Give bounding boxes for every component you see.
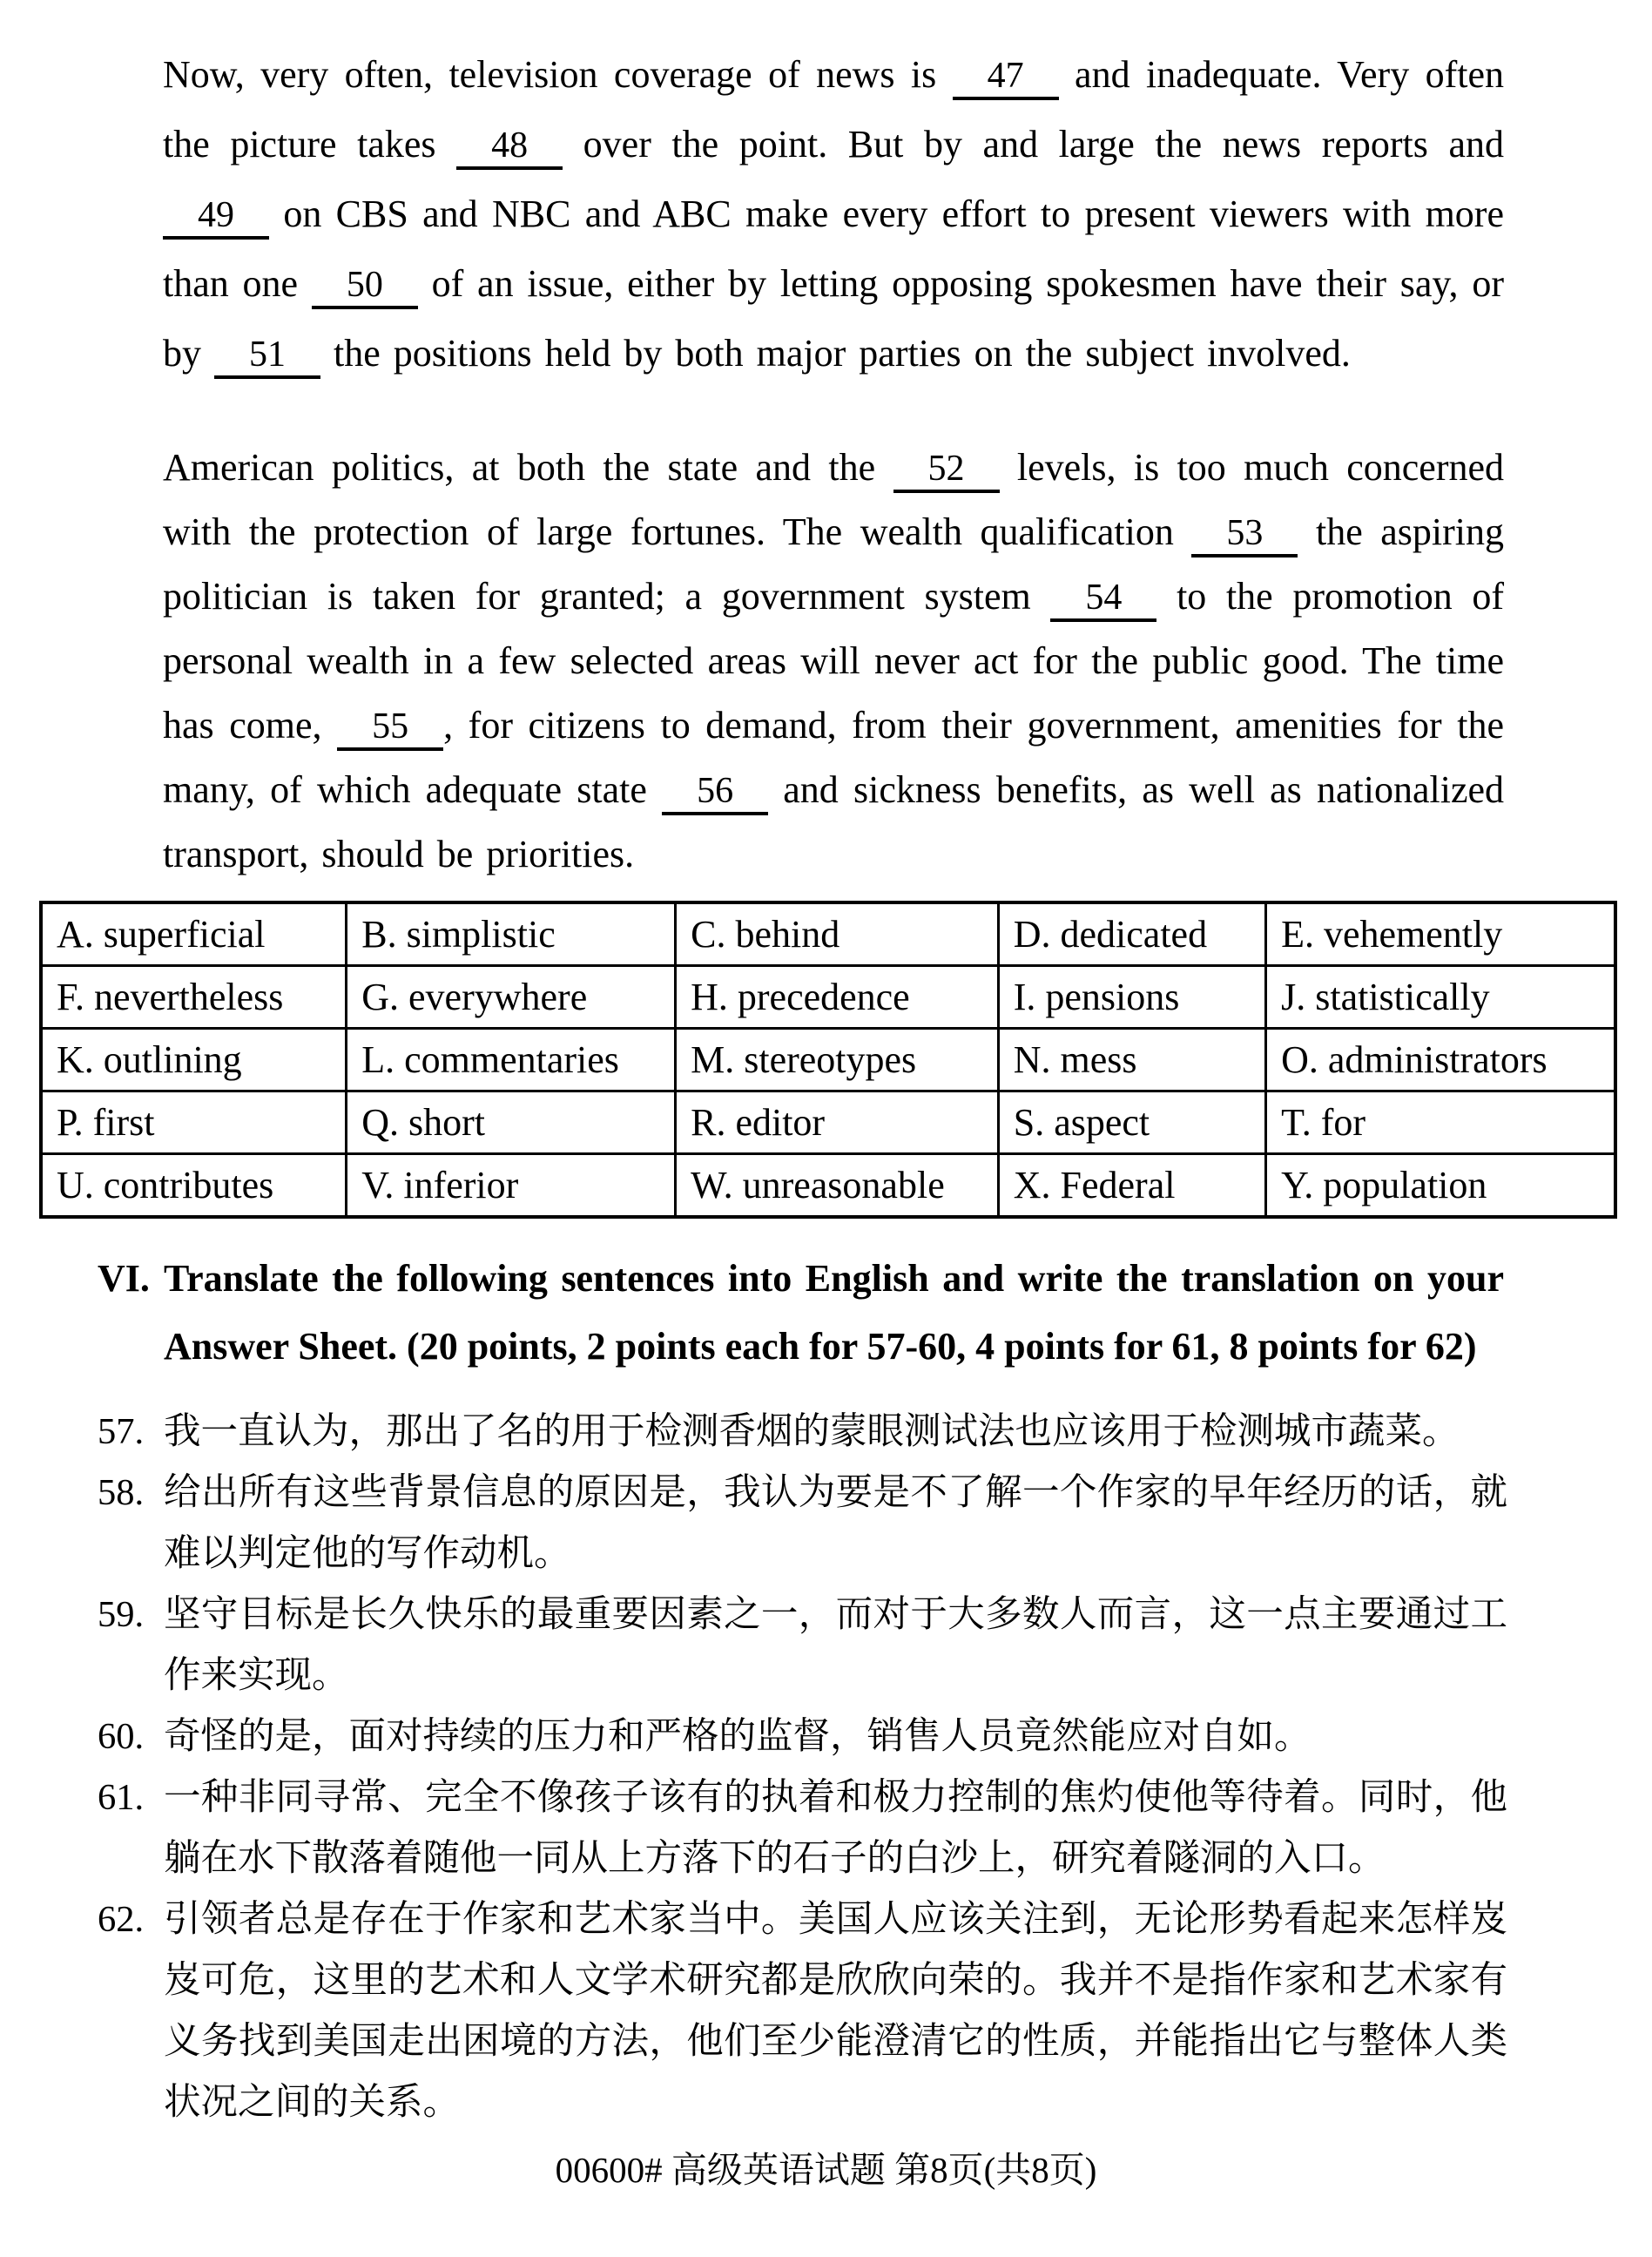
- cloze-blank-54: 54: [1050, 579, 1156, 622]
- item-number: 62.: [98, 1899, 145, 1940]
- cloze-paragraph-1: [163, 40, 1504, 389]
- word-bank-option-E: E. vehemently: [1266, 902, 1615, 966]
- translation-item-61: [98, 1767, 1507, 1889]
- cloze-text-segment: on CBS and NBC and ABC make every effort to present viewers with more than one: [163, 193, 1504, 305]
- word-bank-option-N: N. mess: [998, 1029, 1265, 1091]
- cloze-blank-50: 50: [312, 267, 418, 309]
- item-number: 60.: [98, 1716, 145, 1757]
- section-vi-title: Translate the following sentences into English and write the translation on your Answer Sheet. (20 points, 2 points each for 57-60, 4 points for 61, 8 points for 62): [164, 1257, 1504, 1368]
- cloze-blank-52: 52: [893, 450, 1000, 493]
- cloze-blank-53: 53: [1191, 515, 1298, 557]
- item-text: 给出所有这些背景信息的原因是，我认为要是不了解一个作家的早年经历的话，就难以判定他的写作动机。: [164, 1472, 1507, 1574]
- word-bank-option-R: R. editor: [676, 1091, 999, 1154]
- cloze-text-segment: and inadequate. Very often the picture takes: [163, 53, 1504, 166]
- cloze-text-segment: the positions held by both major parties on the subject involved.: [334, 332, 1351, 375]
- word-bank-option-M: M. stereotypes: [676, 1029, 999, 1091]
- cloze-blank-55: 55: [337, 708, 443, 751]
- word-bank-row: [41, 1154, 1615, 1218]
- section-vi-heading: [98, 1245, 1504, 1381]
- page-footer: 00600# 高级英语试题 第8页(共8页): [555, 2150, 1097, 2190]
- translation-item-57: [98, 1402, 1507, 1463]
- item-text: 我一直认为，那出了名的用于检测香烟的蒙眼测试法也应该用于检测城市蔬菜。: [164, 1411, 1460, 1452]
- word-bank-row: [41, 1091, 1615, 1154]
- item-number: 59.: [98, 1594, 145, 1635]
- cloze-text-segment: to the promotion of personal wealth in a few selected areas will never act for the public good. The time has come,: [163, 575, 1504, 747]
- word-bank-row: [41, 966, 1615, 1029]
- word-bank-option-P: P. first: [41, 1091, 347, 1154]
- item-number: 61.: [98, 1777, 145, 1818]
- word-bank-option-W: W. unreasonable: [676, 1154, 999, 1218]
- word-bank-option-H: H. precedence: [676, 966, 999, 1029]
- word-bank-row: [41, 902, 1615, 966]
- translation-item-59: [98, 1585, 1507, 1706]
- cloze-text-segment: levels, is too much concerned with the protection of large fortunes. The wealth qualification: [163, 446, 1504, 553]
- word-bank-option-L: L. commentaries: [347, 1029, 676, 1091]
- cloze-blank-47: 47: [953, 57, 1059, 100]
- word-bank-option-G: G. everywhere: [347, 966, 676, 1029]
- translation-item-62: [98, 1889, 1507, 2133]
- word-bank-option-K: K. outlining: [41, 1029, 347, 1091]
- word-bank-option-V: V. inferior: [347, 1154, 676, 1218]
- cloze-text-segment: of an issue, either by letting opposing spokesmen have their say, or by: [163, 262, 1504, 375]
- item-text: 奇怪的是，面对持续的压力和严格的监督，销售人员竟然能应对自如。: [164, 1716, 1311, 1757]
- cloze-text-segment: over the point. But by and large the news reports and: [583, 123, 1505, 166]
- translation-item-60: [98, 1706, 1507, 1767]
- word-bank-option-I: I. pensions: [998, 966, 1265, 1029]
- word-bank-table: [39, 901, 1617, 1219]
- word-bank-option-D: D. dedicated: [998, 902, 1265, 966]
- word-bank-option-U: U. contributes: [41, 1154, 347, 1218]
- translation-item-58: [98, 1463, 1507, 1585]
- word-bank-option-O: O. administrators: [1266, 1029, 1615, 1091]
- word-bank-option-F: F. nevertheless: [41, 966, 347, 1029]
- word-bank-option-S: S. aspect: [998, 1091, 1265, 1154]
- cloze-text-segment: and sickness benefits, as well as nationalized transport, should be priorities.: [163, 768, 1504, 875]
- cloze-paragraph-2: [163, 436, 1504, 887]
- item-text: 引领者总是存在于作家和艺术家当中。美国人应该关注到，无论形势看起来怎样岌岌可危，这里的艺术和人文学术研究都是欣欣向荣的。我并不是指作家和艺术家有义务找到美国走出困境的方法，他们至少能澄清它的性质，并能指出它与整体人类状况之间的关系。: [164, 1899, 1507, 2123]
- word-bank-option-Y: Y. population: [1266, 1154, 1615, 1218]
- item-number: 57.: [98, 1411, 145, 1452]
- item-number: 58.: [98, 1472, 145, 1513]
- word-bank-row: [41, 1029, 1615, 1091]
- cloze-blank-48: 48: [456, 127, 563, 170]
- cloze-text-segment: the aspiring politician is taken for granted; a government system: [163, 510, 1505, 618]
- word-bank-option-Q: Q. short: [347, 1091, 676, 1154]
- word-bank-option-C: C. behind: [676, 902, 999, 966]
- cloze-text-segment: , for citizens to demand, from their government, amenities for the many, of which adequate state: [163, 704, 1505, 811]
- cloze-passage: [0, 40, 1652, 887]
- word-bank-option-T: T. for: [1266, 1091, 1615, 1154]
- word-bank-option-J: J. statistically: [1266, 966, 1615, 1029]
- section-vi-number: VI.: [98, 1257, 150, 1300]
- translation-list: [98, 1402, 1507, 2133]
- item-text: 一种非同寻常、完全不像孩子该有的执着和极力控制的焦灼使他等待着。同时，他躺在水下散落着随他一同从上方落下的石子的白沙上，研究着隧洞的入口。: [164, 1777, 1507, 1879]
- word-bank-option-A: A. superficial: [41, 902, 347, 966]
- item-text: 坚守目标是长久快乐的最重要因素之一，而对于大多数人而言，这一点主要通过工作来实现。: [164, 1594, 1507, 1696]
- cloze-text-segment: Now, very often, television coverage of news is: [163, 53, 937, 96]
- cloze-blank-51: 51: [214, 336, 320, 379]
- word-bank-option-B: B. simplistic: [347, 902, 676, 966]
- word-bank-option-X: X. Federal: [998, 1154, 1265, 1218]
- cloze-text-segment: American politics, at both the state and the: [163, 446, 876, 489]
- cloze-blank-49: 49: [163, 197, 269, 240]
- cloze-blank-56: 56: [662, 773, 768, 815]
